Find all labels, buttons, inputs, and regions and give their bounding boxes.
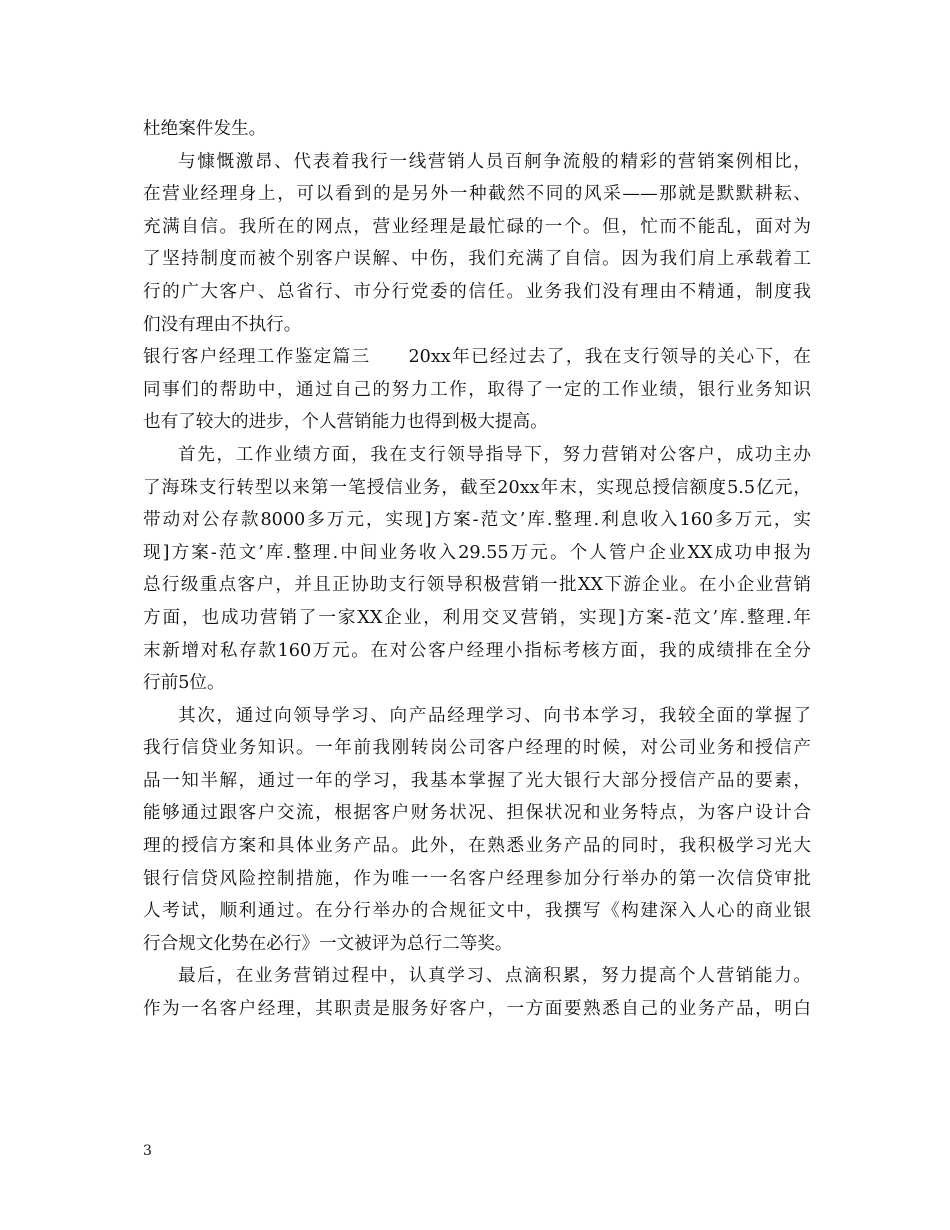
text-line: 品一知半解，通过一年的学习，我基本掌握了光大银行大部分授信产品的要素， — [143, 770, 811, 791]
text-line: 现]方案-范文’库.整理.中间业务收入29.55万元。个人管户企业XX成功申报为 — [143, 542, 811, 563]
page-number: 3 — [143, 1143, 152, 1159]
text-line: 也有了较大的进步，个人营销能力也得到极大提高。 — [143, 412, 548, 433]
text-line: 银行信贷风险控制措施，作为唯一一名客户经理参加分行举办的第一次信贷审批 — [143, 868, 811, 889]
text-line: 其次，通过向领导学习、向产品经理学习、向书本学习，我较全面的掌握了 — [178, 705, 811, 726]
document-body — [143, 113, 811, 1026]
text-line: 同事们的帮助中，通过自己的努力工作，取得了一定的工作业绩，银行业务知识 — [143, 379, 811, 400]
text-line: 最后，在业务营销过程中，认真学习、点滴积累，努力提高个人营销能力。 — [178, 966, 811, 987]
text-line: 首先，工作业绩方面，我在支行领导指导下，努力营销对公客户，成功主办 — [178, 444, 811, 465]
text-line: 带动对公存款8000多万元，实现]方案-范文’库.整理.利息收入160多万元，实 — [143, 510, 811, 531]
text-line: 杜绝案件发生。 — [143, 119, 267, 139]
text-line: 了海珠支行转型以来第一笔授信业务，截至20xx年末，实现总授信额度5.5亿元， — [143, 477, 811, 498]
text-line: 我行信贷业务知识。一年前我刚转岗公司客户经理的时候，对公司业务和授信产 — [143, 738, 811, 759]
text-line: 能够通过跟客户交流，根据客户财务状况、担保状况和业务特点，为客户设计合 — [143, 803, 811, 824]
text-line: 与慷慨激昂、代表着我行一线营销人员百舸争流般的精彩的营销案例相比， — [178, 151, 811, 172]
text-line: 们没有理由不执行。 — [143, 314, 302, 335]
text-line: 行的广大客户、总省行、市分行党委的信任。业务我们没有理由不精通，制度我 — [143, 281, 811, 302]
text-line: 行前5位。 — [143, 673, 225, 694]
text-line: 充满自信。我所在的网点，营业经理是最忙碌的一个。但，忙而不能乱，面对为 — [143, 216, 811, 237]
text-line: 方面，也成功营销了一家XX企业，利用交叉营销，实现]方案-范文’库.整理.年 — [143, 607, 811, 628]
text-line: 理的授信方案和具体业务产品。此外，在熟悉业务产品的同时，我积极学习光大 — [143, 836, 811, 857]
text-line: 在营业经理身上，可以看到的是另外一种截然不同的风采——那就是默默耕耘、 — [143, 184, 811, 205]
text-line: 总行级重点客户，并且正协助支行领导积极营销一批XX下游企业。在小企业营销 — [143, 575, 811, 596]
text-line: 行合规文化势在必行》一文被评为总行二等奖。 — [143, 933, 513, 954]
text-line: 人考试，顺利通过。在分行举办的合规征文中，我撰写《构建深入人心的商业银 — [143, 901, 811, 922]
text-line: 末新增对私存款160万元。在对公客户经理小指标考核方面，我的成绩排在全分 — [143, 640, 811, 661]
text-line: 银行客户经理工作鉴定篇三 20xx年已经过去了，我在支行领导的关心下，在 — [143, 347, 811, 368]
text-line: 作为一名客户经理，其职责是服务好客户，一方面要熟悉自己的业务产品，明白 — [143, 999, 811, 1020]
text-line: 了坚持制度而被个别客户误解、中伤，我们充满了自信。因为我们肩上承载着工 — [143, 249, 811, 270]
